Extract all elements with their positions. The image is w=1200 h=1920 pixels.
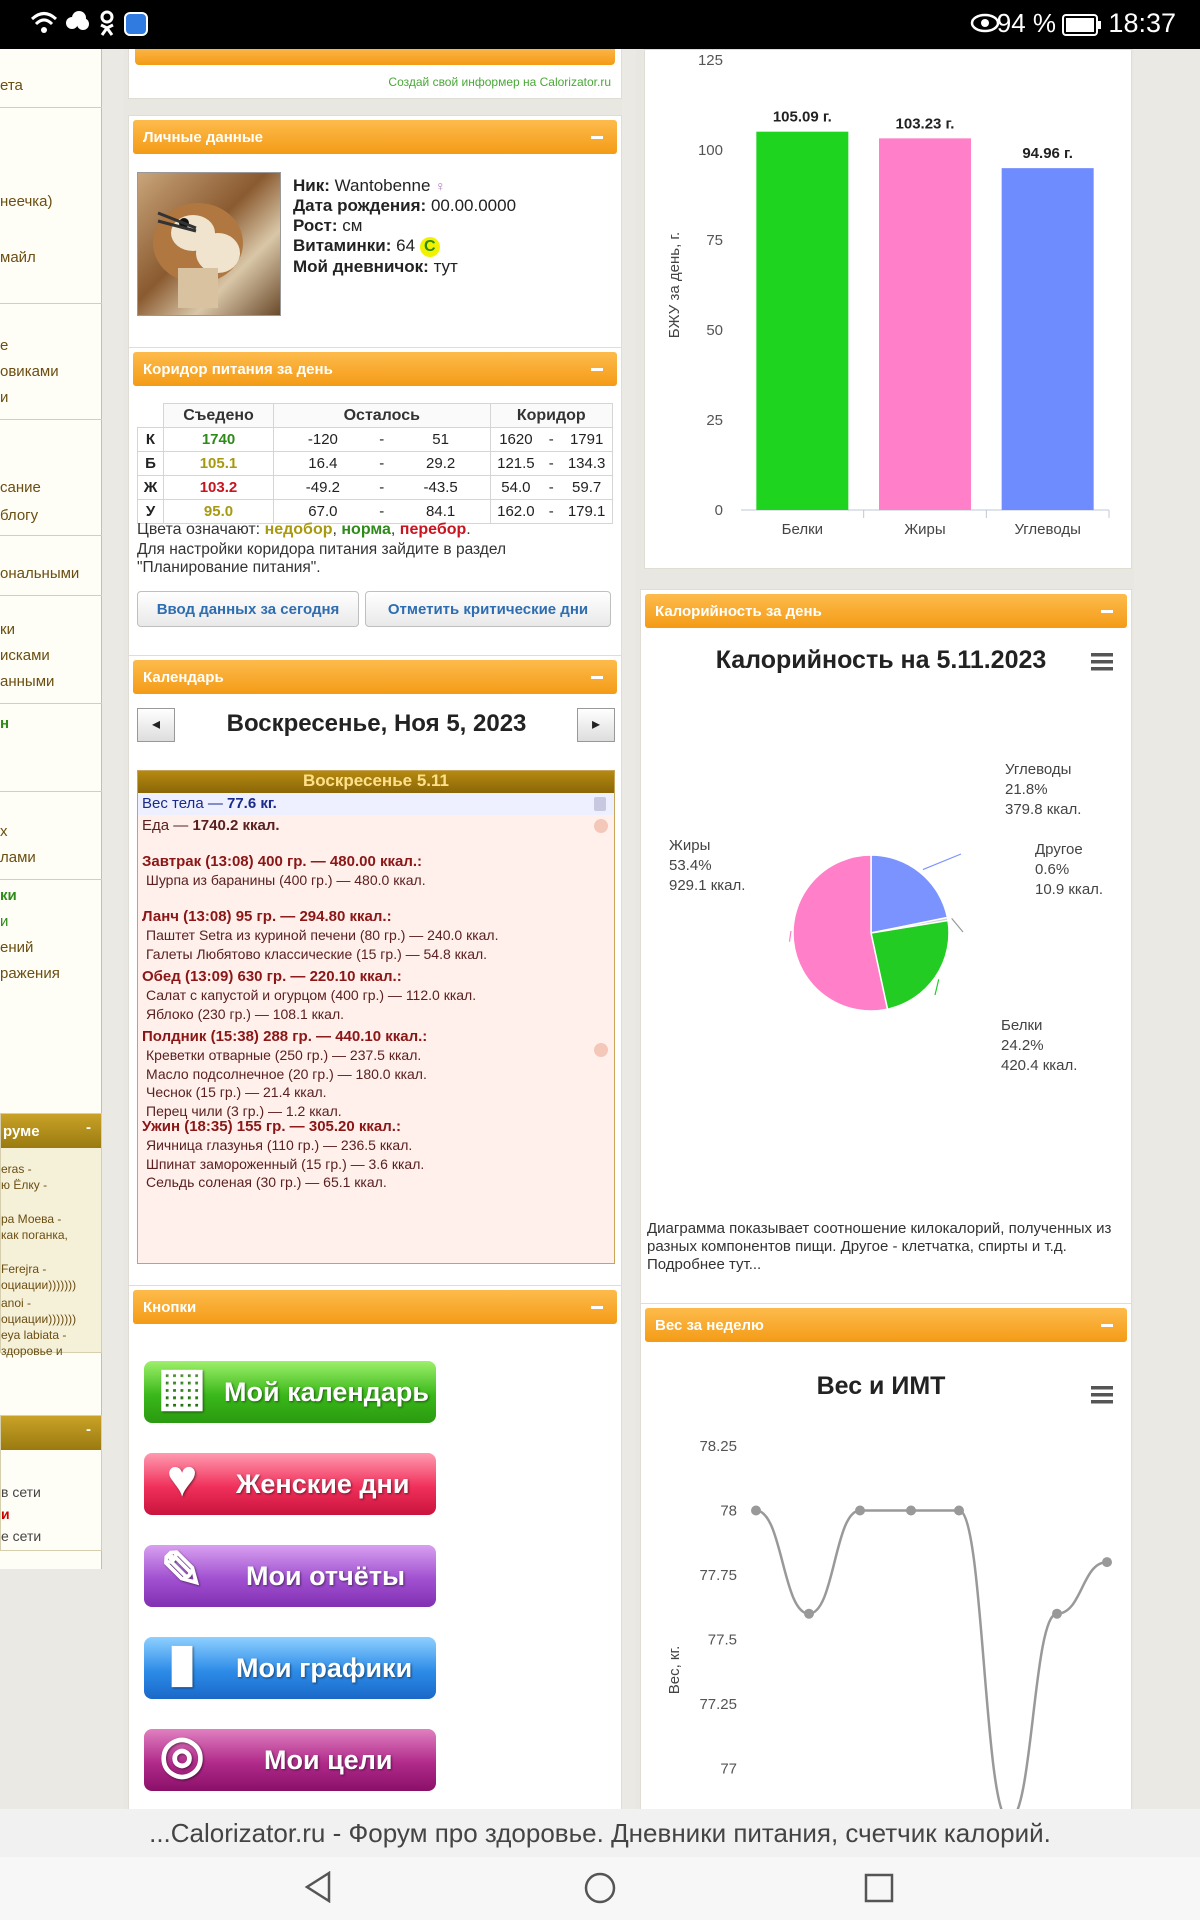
pie-label-kcal: 420.4 ккал.: [1001, 1057, 1078, 1074]
table-row: [138, 476, 613, 500]
column-header: Осталось: [274, 404, 491, 428]
nutrient-key: У: [138, 500, 164, 524]
remaining-max: 29.2: [392, 452, 490, 476]
table-row: [138, 452, 613, 476]
informer-panel: [128, 49, 622, 99]
left-column: [0, 49, 102, 1569]
left-nav-item[interactable]: н: [0, 715, 10, 732]
left-nav-item[interactable]: ональными: [0, 565, 80, 582]
y-tick-label: 0: [714, 502, 723, 519]
status-bar: [0, 0, 1200, 49]
big-button-label: Мои цели: [264, 1745, 393, 1775]
y-axis-label: Вес, кг.: [666, 1645, 683, 1695]
corridor-max: 59.7: [561, 476, 612, 500]
left-nav-item[interactable]: лами: [0, 849, 36, 866]
weight-value: 77.6 кг.: [227, 795, 277, 812]
next-day-button[interactable]: ▸: [577, 708, 615, 742]
forum-topic[interactable]: eras -: [1, 1162, 32, 1176]
weight-row: Вес тела — 77.6 кг.: [138, 793, 614, 815]
corridor-min: 54.0: [490, 476, 541, 500]
meal-item: Шурпа из баранины (400 гр.) — 480.0 ккал.: [146, 872, 426, 888]
calories-pie-chart: [645, 640, 1129, 1208]
online-label[interactable]: и: [1, 1506, 10, 1522]
online-label: е сети: [1, 1528, 42, 1544]
weight-point: [751, 1506, 761, 1516]
nutrient-key: Ж: [138, 476, 164, 500]
diary-label: Мой дневничок:: [293, 257, 429, 276]
forum-topic[interactable]: ра Моева -: [1, 1212, 62, 1226]
birth-value: 00.00.0000: [430, 196, 517, 215]
x-tick-label: Жиры: [904, 521, 946, 538]
meal-item: Паштет Setra из куриной печени (80 гр.) — 240.0 ккал.: [146, 927, 499, 943]
day-header: Воскресенье 5.11: [138, 771, 614, 793]
legend-nedobor: недобор: [264, 521, 333, 538]
left-nav-item[interactable]: х: [0, 823, 8, 840]
y-tick-label: 125: [697, 52, 723, 69]
app-icon: [124, 12, 148, 36]
battery-icon: [1062, 14, 1102, 43]
table-row: [138, 428, 613, 452]
eaten-value: 95.0: [164, 500, 274, 524]
pie-connector: [952, 918, 963, 932]
weight-point: [906, 1506, 916, 1516]
column-header: Съедено: [164, 404, 274, 428]
pie-title: Калорийность на 5.11.2023: [715, 646, 1047, 674]
pie-connector: [935, 979, 939, 995]
menu-bar: [1091, 653, 1113, 657]
weight-point: [954, 1506, 964, 1516]
legend-perebor: перебор: [399, 521, 467, 538]
dash: -: [541, 428, 561, 452]
weight-point: [804, 1609, 814, 1619]
corridor-header[interactable]: Коридор питания за день: [133, 352, 617, 386]
remaining-min: 16.4: [274, 452, 372, 476]
dash: -: [372, 428, 392, 452]
clock: 18:37: [1108, 8, 1176, 38]
y-tick-label: 77.5: [707, 1631, 737, 1649]
y-tick-label: 78: [720, 1502, 737, 1520]
web-page: [0, 49, 1200, 1809]
calories-panel: [640, 589, 1132, 1323]
dash: -: [372, 500, 392, 524]
pie-label-kcal: 379.8 ккал.: [1005, 801, 1082, 818]
bar: [756, 132, 848, 510]
left-nav-item[interactable]: исками: [0, 647, 50, 664]
column-header: Коридор: [490, 404, 612, 428]
left-nav-item[interactable]: и: [0, 389, 9, 406]
nutrient-key: К: [138, 428, 164, 452]
nutrient-key: Б: [138, 452, 164, 476]
big-nav-button[interactable]: [144, 1634, 436, 1699]
corridor-panel: [128, 347, 622, 677]
eye-icon: [970, 12, 1000, 40]
big-button-label: Мой календарь: [224, 1377, 429, 1407]
chipmunk-avatar-image: [138, 173, 280, 315]
colors-legend: Цвета означают: недобор, норма, перебор.: [137, 521, 471, 538]
divider: [0, 419, 102, 420]
big-nav-button[interactable]: [144, 1358, 436, 1423]
divider: [0, 595, 102, 596]
calories-header[interactable]: Калорийность за день: [645, 594, 1127, 628]
meal-item: Сельдь соленая (30 гр.) — 65.1 ккал.: [146, 1174, 387, 1190]
divider: [0, 107, 102, 108]
avatar: [137, 172, 281, 316]
mark-critical-days-button[interactable]: Отметить критические дни: [365, 591, 611, 627]
meal-item: Яичница глазунья (110 гр.) — 236.5 ккал.: [146, 1137, 413, 1153]
divider: [0, 791, 102, 792]
meal-title[interactable]: Полдник (15:38) 288 гр. — 440.10 ккал.:: [142, 1028, 428, 1045]
personal-data-header[interactable]: Личные данные: [133, 120, 617, 154]
diary-link[interactable]: тут: [433, 257, 458, 276]
menu-icon[interactable]: [1091, 1386, 1113, 1404]
minimize-icon[interactable]: [1101, 1324, 1113, 1327]
y-axis-label: БЖУ за день, г.: [666, 231, 683, 339]
menu-bar: [1091, 1393, 1113, 1397]
informer-bar: [135, 49, 615, 65]
y-tick-label: 100: [697, 142, 723, 159]
cloud-icon: [64, 10, 90, 39]
left-nav-item[interactable]: ки: [0, 621, 15, 638]
pie-label-percent: 24.2%: [1001, 1037, 1044, 1054]
y-tick-label: 75: [706, 232, 723, 249]
battery-percent: 94 %: [996, 8, 1056, 38]
pie-label-kcal: 10.9 ккал.: [1035, 881, 1104, 898]
minimize-icon[interactable]: [1101, 610, 1113, 613]
left-nav-item[interactable]: и: [0, 913, 9, 930]
nick-label: Ник:: [293, 176, 330, 195]
pie-label-kcal: 929.1 ккал.: [669, 877, 746, 894]
divider: [0, 303, 102, 304]
left-nav-item[interactable]: ражения: [0, 965, 60, 982]
corridor-max: 134.3: [561, 452, 612, 476]
corridor-max: 1791: [561, 428, 612, 452]
forum-block-header: руме -: [1, 1114, 101, 1148]
forum-topic[interactable]: оциации))))))): [1, 1312, 77, 1326]
vitamins-value: 64: [396, 236, 416, 255]
left-nav-item[interactable]: анными: [0, 673, 55, 690]
meal-item: Перец чили (3 гр.) — 1.2 ккал.: [146, 1102, 342, 1119]
eaten-value: 105.1: [164, 452, 274, 476]
big-nav-button[interactable]: [144, 1450, 436, 1515]
pie-note: Диаграмма показывает соотношение килокалорий, полученных из разных компонентов пищи. Другое - клетчатка, спирты и т.д. Подробнее тут...: [647, 1220, 1112, 1273]
menu-bar: [1091, 1386, 1113, 1390]
left-nav-item[interactable]: блогу: [0, 507, 39, 524]
page-title-bar: ...Calorizator.ru - Форум про здоровье. Дневники питания, счетчик калорий.: [0, 1809, 1200, 1857]
meals-list: [138, 771, 614, 1261]
enter-today-button[interactable]: Ввод данных за сегодня: [137, 591, 359, 627]
left-nav-item[interactable]: ений: [0, 939, 34, 956]
forum-topic[interactable]: оциации))))))): [1, 1278, 77, 1292]
meal-item: Масло подсолнечное (20 гр.) — 180.0 ккал.: [146, 1065, 427, 1082]
big-button-label: Женские дни: [236, 1469, 410, 1499]
personal-data-panel: [128, 115, 622, 369]
left-nav-item[interactable]: ета: [0, 77, 23, 94]
weight-panel: [640, 1303, 1132, 1809]
calendar-icon: ▦: [157, 1358, 207, 1416]
ok-icon: [98, 10, 116, 43]
target-icon: ◎: [159, 1726, 205, 1784]
weight-point: [1102, 1557, 1112, 1567]
forum-topic[interactable]: ю Ёлку -: [1, 1178, 48, 1192]
y-tick-label: 77.25: [699, 1696, 737, 1713]
eaten-value: 103.2: [164, 476, 274, 500]
dash: -: [372, 476, 392, 500]
y-tick-label: 78.25: [699, 1438, 737, 1455]
bar-data-label: 103.23 г.: [895, 115, 955, 133]
meal-item: Галеты Любятово классические (15 гр.) — 54.8 ккал.: [146, 945, 488, 962]
pie-label-name: Другое: [1035, 841, 1083, 858]
prev-day-button[interactable]: ◂: [137, 708, 175, 742]
forum-topic[interactable]: anoi -: [1, 1296, 32, 1310]
corridor-min: 121.5: [490, 452, 541, 476]
bar: [1002, 168, 1094, 510]
home-icon[interactable]: [583, 1871, 617, 1905]
pie-label-percent: 21.8%: [1005, 781, 1048, 798]
vitamins-label: Витаминки:: [293, 236, 392, 255]
pie-label-name: Жиры: [669, 837, 711, 854]
weight-header[interactable]: Вес за неделю: [645, 1308, 1127, 1342]
menu-bar: [1091, 1400, 1113, 1404]
divider: [0, 535, 102, 536]
line-chart-title: Вес и ИМТ: [816, 1372, 946, 1400]
remaining-min: -120: [274, 428, 372, 452]
forum-topic[interactable]: здоровье и: [1, 1344, 63, 1358]
meal-item: Шпинат замороженный (15 гр.) — 3.6 ккал.: [146, 1155, 425, 1172]
big-nav-button[interactable]: [144, 1726, 436, 1791]
meal-title[interactable]: Завтрак (13:08) 400 гр. — 480.00 ккал.:: [142, 853, 423, 870]
weight-point: [1052, 1609, 1062, 1619]
meal-item: Салат с капустой и огурцом (400 гр.) — 112.0 ккал.: [146, 987, 477, 1003]
meal-title[interactable]: Обед (13:09) 630 гр. — 220.10 ккал.:: [142, 968, 402, 985]
day-card: [137, 770, 615, 1264]
dash: -: [541, 452, 561, 476]
left-nav-item[interactable]: е: [0, 337, 9, 354]
big-button-label: Мои графики: [236, 1653, 413, 1683]
birth-label: Дата рождения:: [293, 196, 427, 215]
bzhu-chart-panel: [644, 49, 1132, 569]
dash: -: [541, 476, 561, 500]
big-button-label: Мои отчёты: [246, 1561, 406, 1591]
corridor-min: 162.0: [490, 500, 541, 524]
height-value: см: [342, 216, 363, 235]
corridor-max: 179.1: [561, 500, 612, 524]
minimize-icon[interactable]: [591, 136, 603, 139]
meal-title[interactable]: Ланч (13:08) 95 гр. — 294.80 ккал.:: [142, 908, 392, 925]
forum-block: [0, 1113, 102, 1358]
minimize-icon[interactable]: [591, 368, 603, 371]
food-row: Еда — 1740.2 ккал.: [142, 817, 280, 834]
pie-label-name: Белки: [1001, 1017, 1043, 1034]
meal-title[interactable]: Ужин (18:35) 155 гр. — 305.20 ккал.:: [142, 1118, 401, 1135]
minimize-icon[interactable]: [591, 1306, 603, 1309]
heart-icon: ♥: [166, 1450, 198, 1508]
pie-label-percent: 53.4%: [669, 857, 712, 874]
menu-bar: [1091, 667, 1113, 671]
recents-icon[interactable]: [864, 1873, 894, 1903]
divider: [0, 879, 102, 880]
compass-icon: ✎: [160, 1542, 204, 1600]
menu-bar: [1091, 660, 1113, 664]
divider: [0, 703, 102, 704]
calendar-title: Воскресенье, Ноя 5, 2023: [226, 710, 527, 737]
calendar-header[interactable]: Календарь: [133, 660, 617, 694]
nick-value: Wantobenne: [334, 176, 431, 195]
x-tick-label: Белки: [781, 521, 824, 538]
x-tick-label: Углеводы: [1014, 521, 1081, 538]
dash: -: [541, 500, 561, 524]
meal-item: Чеснок (15 гр.) — 21.4 ккал.: [146, 1084, 327, 1100]
dash: -: [372, 452, 392, 476]
y-tick-label: 50: [706, 322, 723, 339]
forum-topic[interactable]: как поганка,: [1, 1228, 68, 1242]
remaining-max: 51: [392, 428, 490, 452]
online-label: в сети: [1, 1484, 41, 1500]
y-tick-label: 77: [720, 1760, 737, 1778]
back-icon[interactable]: [303, 1871, 333, 1903]
left-nav-item[interactable]: ки: [0, 887, 17, 904]
system-nav-bar: [0, 1857, 1200, 1920]
online-block-header: -: [1, 1416, 101, 1450]
remaining-min: -49.2: [274, 476, 372, 500]
calendar-panel: [128, 655, 622, 1311]
wifi-icon: [30, 10, 58, 43]
gender-icon: ♀: [435, 178, 446, 194]
table-header-row: [138, 404, 613, 428]
eaten-value: 1740: [164, 428, 274, 452]
big-nav-button[interactable]: [144, 1542, 436, 1607]
vitamin-badge[interactable]: C: [420, 237, 440, 257]
corridor-min: 1620: [490, 428, 541, 452]
height-label: Рост:: [293, 216, 338, 235]
corridor-hint: Для настройки коридора питания зайдите в раздел "Планирование питания".: [137, 541, 507, 576]
meal-item: Яблоко (230 гр.) — 108.1 ккал.: [146, 1005, 345, 1022]
remaining-max: -43.5: [392, 476, 490, 500]
pie-label-name: Углеводы: [1005, 761, 1072, 778]
remaining-min: 67.0: [274, 500, 372, 524]
weight-point: [855, 1506, 865, 1516]
weight-line-chart: [645, 1354, 1129, 1809]
bars-icon: ▮: [167, 1634, 197, 1692]
left-nav-item[interactable]: неечка): [0, 193, 53, 210]
bzhu-bar-chart: [645, 50, 1131, 566]
left-nav-item[interactable]: майл: [0, 249, 36, 266]
y-tick-label: 25: [706, 412, 723, 429]
forum-topic[interactable]: eya labiata -: [1, 1328, 67, 1342]
legend-norma: норма: [341, 521, 391, 538]
minimize-icon[interactable]: [591, 676, 603, 679]
menu-icon[interactable]: [1091, 653, 1113, 671]
bar-data-label: 105.09 г.: [772, 108, 832, 126]
corridor-table: [137, 403, 613, 524]
remaining-max: 84.1: [392, 500, 490, 524]
left-nav-item[interactable]: сание: [0, 479, 41, 496]
personal-info: [293, 176, 516, 277]
pie-label-percent: 0.6%: [1035, 861, 1070, 878]
weight-line: [756, 1511, 1107, 1810]
buttons-header[interactable]: Кнопки: [133, 1290, 617, 1324]
bar: [879, 138, 971, 510]
forum-topic[interactable]: Ferejra -: [1, 1262, 47, 1276]
pie-connector: [789, 931, 791, 942]
y-tick-label: 77.75: [699, 1567, 737, 1584]
online-block: [0, 1415, 102, 1551]
table-row: [138, 500, 613, 524]
bar-data-label: 94.96 г.: [1022, 145, 1073, 163]
informer-link[interactable]: Создай свой информер на Calorizator.ru: [388, 75, 611, 89]
left-nav-item[interactable]: овиками: [0, 363, 59, 380]
pie-connector: [923, 854, 961, 870]
meal-item: Креветки отварные (250 гр.) — 237.5 ккал.: [146, 1047, 422, 1063]
